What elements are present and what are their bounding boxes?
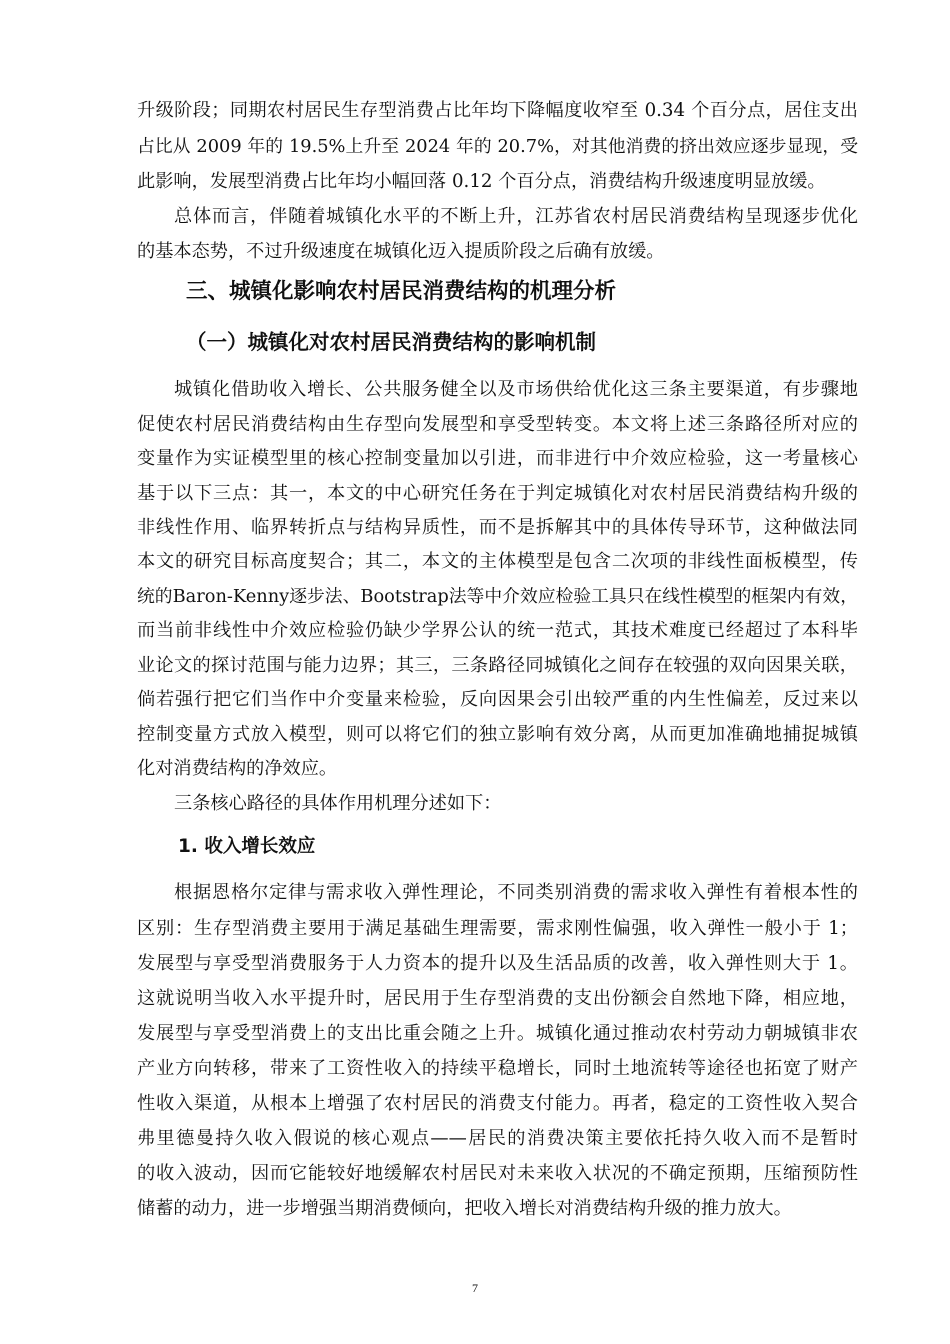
text-line: 弗里德曼持久收入假说的核心观点——居民的消费决策主要依托持久收入而不是暂时 — [137, 1128, 858, 1149]
text-line: 占比从 2009 年的 19.5%上升至 2024 年的 20.7%，对其他消费的挤出效应逐步显现，受 — [137, 136, 858, 157]
subsubsection-heading: 1. 收入增长效应 — [178, 836, 316, 857]
text-line: 倘若强行把它们当作中介变量来检验，反向因果会引出较严重的内生性偏差，反过来以 — [137, 689, 858, 710]
text-line: 而当前非线性中介效应检验仍缺少学界公认的统一范式，其技术难度已经超过了本科毕 — [137, 620, 858, 641]
subsection-heading: （一）城镇化对农村居民消费结构的影响机制 — [186, 330, 596, 354]
text-line: 升级阶段；同期农村居民生存型消费占比年均下降幅度收窄至 0.34 个百分点，居住支出 — [137, 100, 858, 121]
text-line: 这就说明当收入水平提升时，居民用于生存型消费的支出份额会自然地下降，相应地， — [137, 988, 858, 1009]
text-line: 区别：生存型消费主要用于满足基础生理需要，需求刚性偏强，收入弹性一般小于 1； — [137, 918, 858, 939]
section-heading: 三、城镇化影响农村居民消费结构的机理分析 — [186, 279, 617, 304]
text-line: 三条核心路径的具体作用机理分述如下： — [174, 793, 502, 814]
text-line: 业论文的探讨范围与能力边界；其三，三条路径同城镇化之间存在较强的双向因果关联， — [137, 655, 858, 676]
text-line: 非线性作用、临界转折点与结构异质性，而不是拆解其中的具体传导环节，这种做法同 — [137, 517, 858, 538]
text-line: 控制变量方式放入模型，则可以将它们的独立影响有效分离，从而更加准确地捕捉城镇 — [137, 724, 858, 745]
text-line: 发展型与享受型消费服务于人力资本的提升以及生活品质的改善，收入弹性则大于 1。 — [137, 953, 858, 974]
text-line: 城镇化借助收入增长、公共服务健全以及市场供给优化这三条主要渠道，有步骤地 — [174, 379, 858, 400]
text-line: 总体而言，伴随着城镇化水平的不断上升，江苏省农村居民消费结构呈现逐步优化 — [174, 206, 858, 227]
text-line: 的收入波动，因而它能较好地缓解农村居民对未来收入状况的不确定预期，压缩预防性 — [137, 1163, 858, 1184]
text-line: 根据恩格尔定律与需求收入弹性理论，不同类别消费的需求收入弹性有着根本性的 — [174, 882, 858, 903]
page-number: 7 — [472, 1281, 478, 1295]
text-line: 统的Baron-Kenny逐步法、Bootstrap法等中介效应检验工具只在线性模型的框架内有效， — [137, 586, 858, 607]
text-line: 促使农村居民消费结构由生存型向发展型和享受型转变。本文将上述三条路径所对应的 — [137, 414, 858, 435]
text-line: 此影响，发展型消费占比年均小幅回落 0.12 个百分点，消费结构升级速度明显放缓。 — [137, 171, 826, 192]
text-line: 化对消费结构的净效应。 — [137, 758, 338, 779]
text-line: 的基本态势，不过升级速度在城镇化迈入提质阶段之后确有放缓。 — [137, 241, 665, 262]
text-line: 储蓄的动力，进一步增强当期消费倾向，把收入增长对消费结构升级的推力放大。 — [137, 1198, 792, 1219]
text-line: 产业方向转移，带来了工资性收入的持续平稳增长，同时土地流转等途径也拓宽了财产 — [137, 1058, 858, 1079]
text-line: 本文的研究目标高度契合；其二，本文的主体模型是包含二次项的非线性面板模型，传 — [137, 551, 858, 572]
text-line: 基于以下三点：其一，本文的中心研究任务在于判定城镇化对农村居民消费结构升级的 — [137, 483, 858, 504]
text-line: 性收入渠道，从根本上增强了农村居民的消费支付能力。再者，稳定的工资性收入契合 — [137, 1093, 858, 1114]
text-line: 发展型与享受型消费上的支出比重会随之上升。城镇化通过推动农村劳动力朝城镇非农 — [137, 1023, 858, 1044]
text-line: 变量作为实证模型里的核心控制变量加以引进，而非进行中介效应检验，这一考量核心 — [137, 448, 858, 469]
